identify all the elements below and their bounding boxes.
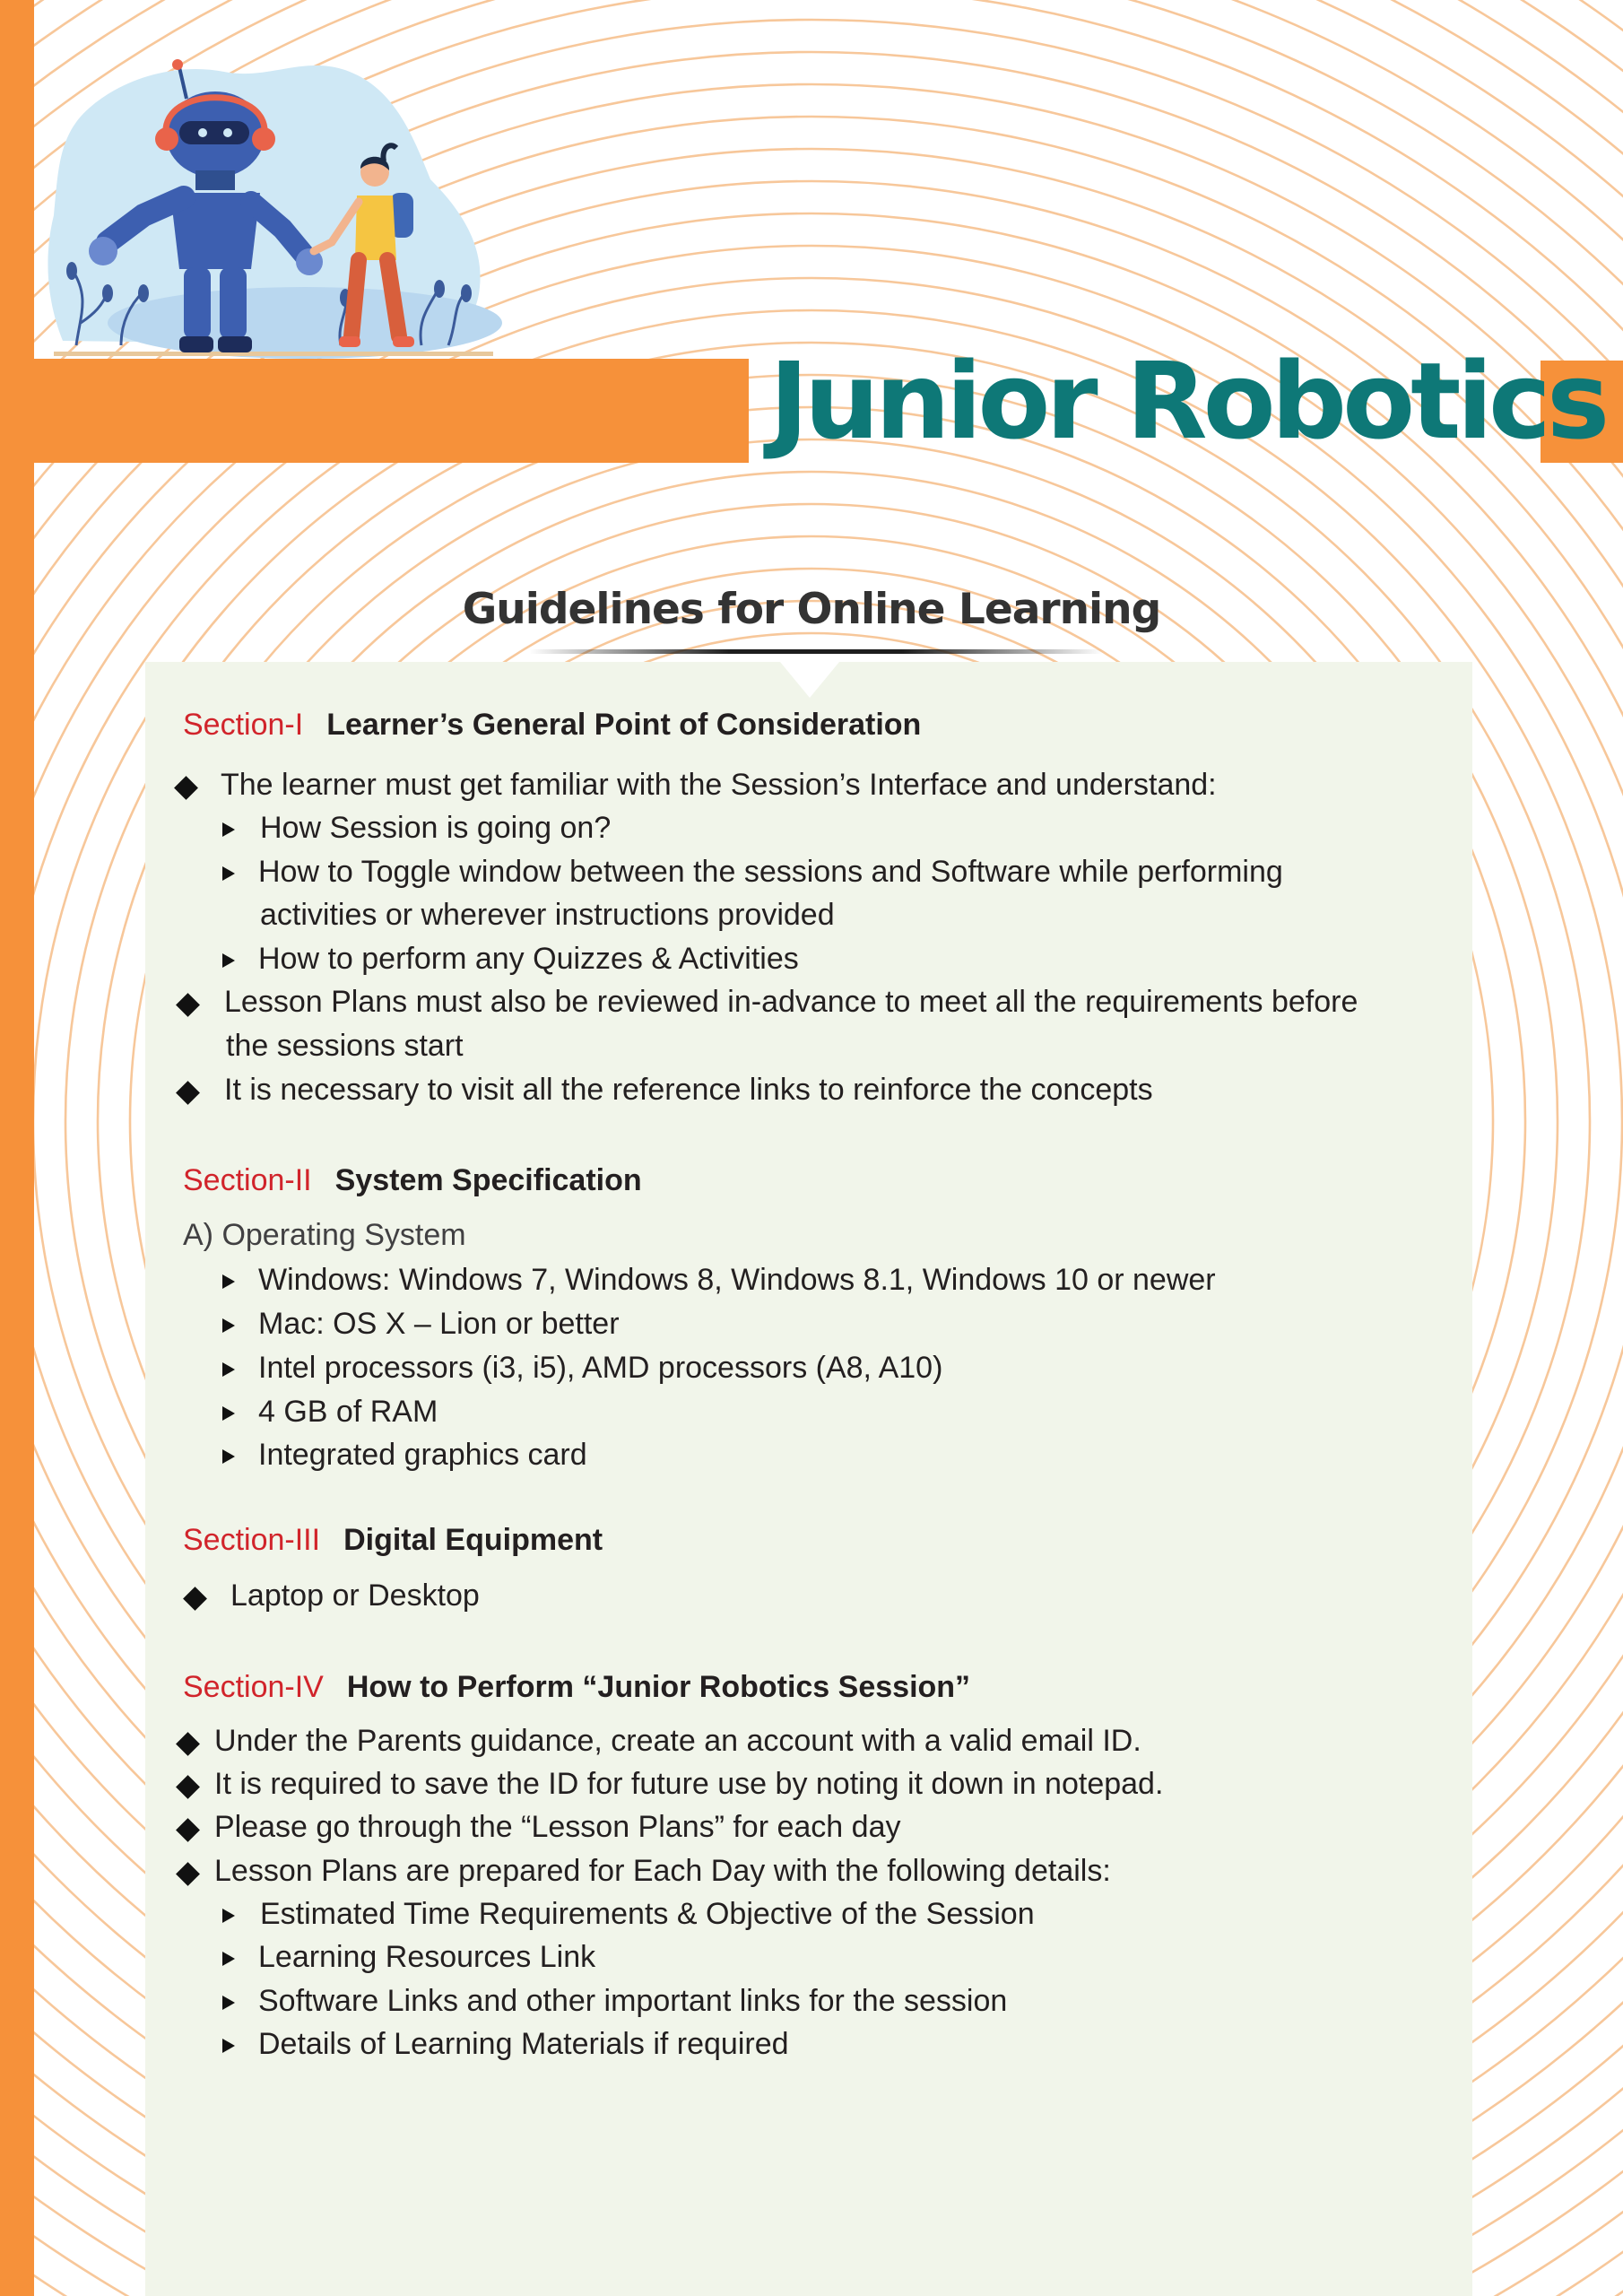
subtitle-underline [529,649,1103,654]
triangle-bullet-icon [222,2039,235,2053]
triangle-bullet-icon [222,1318,235,1333]
list-item: Windows: Windows 7, Windows 8, Windows 8.1, Windows 10 or newer [258,1263,1216,1297]
list-item: How to Toggle window between the sessions and Software while performing [258,855,1283,889]
section-2-heading [183,1163,642,1198]
list-item: Intel processors (i3, i5), AMD processors (A8, A10) [258,1351,943,1385]
section-4-heading [183,1670,970,1705]
list-item: Learning Resources Link [258,1940,596,1974]
section-2-label: Section-II [183,1163,312,1197]
guidelines-subtitle: Guidelines for Online Learning [462,585,1161,634]
section-1-heading [183,708,921,743]
triangle-bullet-icon [222,1952,235,1966]
list-item: Lesson Plans are prepared for Each Day with the following details: [214,1854,1111,1888]
section-4-title: How to Perform “Junior Robotics Session” [346,1670,971,1704]
list-item: How Session is going on? [260,811,612,845]
list-item: Software Links and other important links for the session [258,1984,1008,2018]
triangle-bullet-icon [222,1909,235,1923]
list-item: Details of Learning Materials if required [258,2027,789,2061]
robot-and-girl-illustration [36,36,502,368]
triangle-bullet-icon [222,1449,235,1464]
panel-notch [780,662,839,698]
list-item: Mac: OS X – Lion or better [258,1307,620,1341]
subheading-operating-system: A) Operating System [183,1218,466,1252]
section-1-title: Learner’s General Point of Consideration [326,708,922,742]
section-4-label: Section-IV [183,1670,324,1704]
page-title: Junior Robotics [769,339,1606,463]
section-3-heading [183,1523,603,1558]
title-banner-bar-left [34,359,749,463]
list-item: Lesson Plans must also be reviewed in-advance to meet all the requirements before [224,985,1358,1019]
list-item: Estimated Time Requirements & Objective of the Session [260,1897,1035,1931]
list-item: Please go through the “Lesson Plans” for each day [214,1810,901,1844]
list-item: It is necessary to visit all the reference links to reinforce the concepts [224,1073,1153,1107]
list-item: 4 GB of RAM [258,1395,438,1429]
triangle-bullet-icon [222,1996,235,2010]
list-item: The learner must get familiar with the Session’s Interface and understand: [221,768,1217,802]
list-item-continuation: activities or wherever instructions provided [260,898,835,932]
triangle-bullet-icon [222,1362,235,1377]
list-item: It is required to save the ID for future use by noting it down in notepad. [214,1767,1164,1801]
section-2-title: System Specification [334,1163,642,1197]
list-item-continuation: the sessions start [226,1029,464,1063]
triangle-bullet-icon [222,1274,235,1289]
triangle-bullet-icon [222,953,235,968]
section-1-label: Section-I [183,708,304,742]
list-item: Under the Parents guidance, create an account with a valid email ID. [214,1724,1141,1758]
list-item: Laptop or Desktop [230,1578,480,1613]
triangle-bullet-icon [222,822,235,837]
list-item: Integrated graphics card [258,1438,587,1472]
triangle-bullet-icon [222,866,235,881]
section-3-title: Digital Equipment [343,1523,603,1557]
section-3-label: Section-III [183,1523,321,1557]
triangle-bullet-icon [222,1406,235,1421]
left-orange-strip [0,0,34,2296]
list-item: How to perform any Quizzes & Activities [258,942,799,976]
